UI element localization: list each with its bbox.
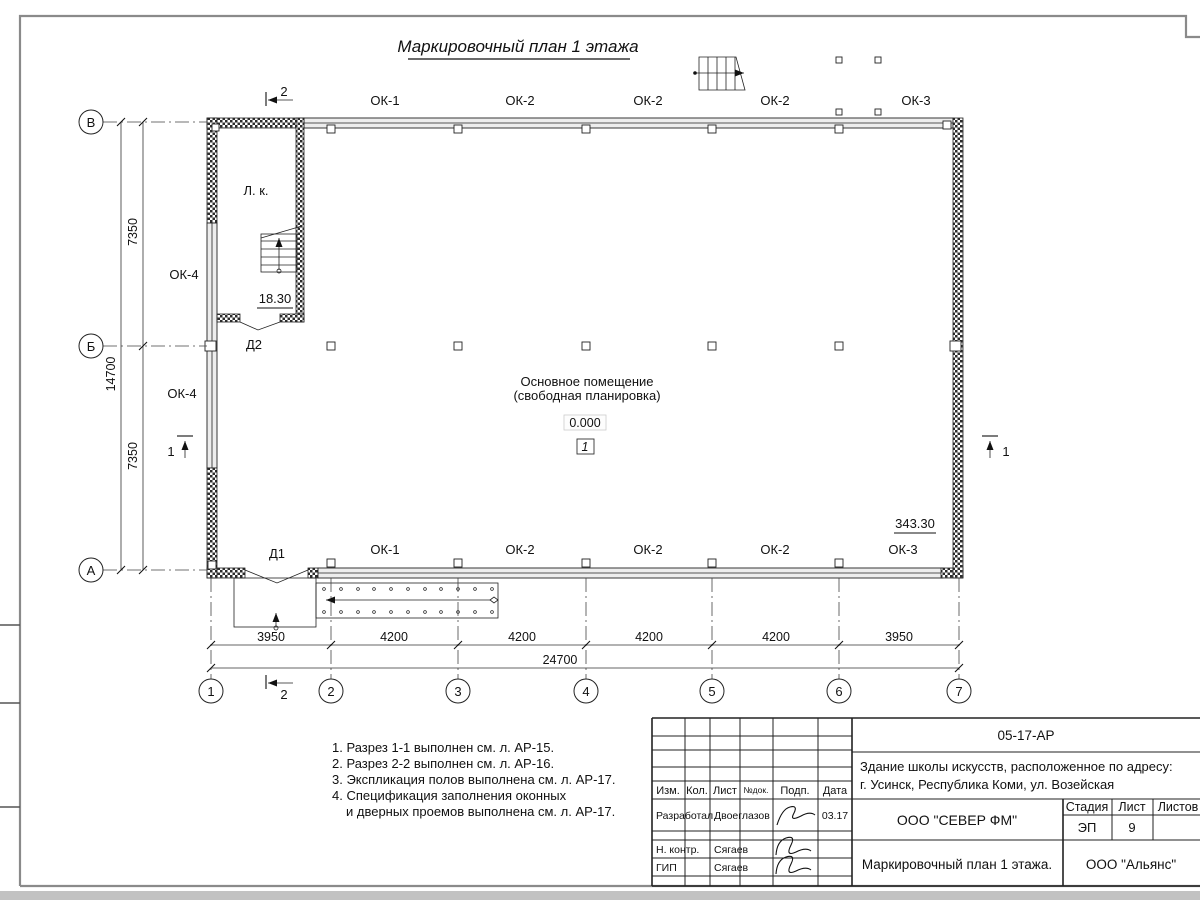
axis-bubble-labels (87, 115, 963, 699)
sheet-header: Лист (1118, 800, 1146, 814)
signature-developed (777, 807, 815, 825)
sheet-value: 9 (1128, 820, 1136, 835)
drawing-title: Маркировочный план 1 этажа. (861, 857, 1053, 872)
col-list: Лист (713, 785, 737, 797)
sheets-header: Листов (1157, 800, 1199, 814)
designer-org: ООО "СЕВЕР ФМ" (896, 812, 1018, 828)
window-label-bottom-4: ОК-2 (760, 542, 790, 557)
title-block (652, 718, 1200, 886)
col-podp: Подп. (780, 785, 810, 797)
stage-header: Стадия (1065, 800, 1109, 814)
col-ndok: №док. (743, 785, 769, 795)
ramp-walkway (316, 583, 498, 618)
name-ncontr: Сягаев (714, 844, 749, 856)
dim-bottom-4: 4200 (635, 630, 663, 644)
axis-col-2: 2 (327, 684, 335, 699)
dim-left-total: 14700 (104, 356, 118, 392)
axis-col-5: 5 (708, 684, 716, 699)
axis-col-1: 1 (207, 684, 215, 699)
role-ncontr: Н. контр. (656, 844, 700, 856)
dim-bottom-6: 3950 (885, 630, 913, 644)
document-number: 05-17-АР (997, 728, 1055, 743)
window-label-top-4: ОК-2 (760, 93, 790, 108)
floor-level: 0.000 (569, 416, 601, 430)
axis-col-4: 4 (582, 684, 590, 699)
window-label-left-2: ОК-4 (167, 386, 197, 401)
dimension-texts (104, 218, 913, 667)
dim-bottom-1: 3950 (257, 630, 285, 644)
window-label-top-3: ОК-2 (633, 93, 663, 108)
door-label-d2: Д2 (245, 337, 263, 352)
canopy-marks (836, 57, 881, 115)
note-5: и дверных проемов выполнена см. л. АР-17. (346, 804, 616, 819)
dim-bottom-5: 4200 (762, 630, 790, 644)
section-1-left-label: 1 (167, 444, 175, 459)
note-1: 1. Разрез 1-1 выполнен см. л. АР-15. (332, 740, 555, 755)
client-org: ООО "Альянс" (1085, 857, 1177, 872)
dim-bottom-2: 4200 (380, 630, 408, 644)
window-label-top-5: ОК-3 (901, 93, 931, 108)
exterior-stair-symbol (693, 57, 745, 90)
section-1-right-label: 1 (1002, 444, 1010, 459)
col-kol: Кол. (686, 785, 708, 797)
window-label-left-1: ОК-4 (169, 267, 199, 282)
axis-col-6: 6 (835, 684, 843, 699)
door-label-d1: Д1 (268, 546, 286, 561)
object-line1: Здание школы искусств, расположенное по адресу: (860, 759, 1173, 774)
plan-title: Маркировочный план 1 этажа (397, 37, 639, 56)
window-label-bottom-2: ОК-2 (505, 542, 535, 557)
window-label-top-2: ОК-2 (505, 93, 535, 108)
door-d1-swing (245, 570, 308, 583)
section-2-bottom-label: 2 (280, 687, 288, 702)
signature-gip (776, 856, 811, 874)
axis-col-3: 3 (454, 684, 462, 699)
axis-row-a: А (86, 563, 96, 578)
axis-row-v: В (86, 115, 96, 130)
room-number: 1 (581, 440, 589, 454)
window-label-bottom-3: ОК-2 (633, 542, 663, 557)
window-label-top-1: ОК-1 (370, 93, 400, 108)
window-label-bottom-5: ОК-3 (888, 542, 918, 557)
stair-elevation: 18.30 (258, 291, 292, 306)
object-line2: г. Усинск, Республика Коми, ул. Возейская (860, 777, 1115, 792)
dim-left-2: 7350 (126, 442, 140, 470)
corner-elevation: 343.30 (895, 516, 935, 531)
columns (205, 121, 961, 569)
date-developed: 03.17 (821, 810, 849, 822)
role-developed: Разработал (656, 810, 714, 822)
stair-room-label: Л. к. (243, 183, 269, 198)
plan-labels (167, 93, 936, 561)
note-3: 3. Экспликация полов выполнена см. л. АР-17. (332, 772, 616, 787)
axis-row-b: Б (86, 339, 96, 354)
dim-left-1: 7350 (126, 218, 140, 246)
window-label-bottom-1: ОК-1 (370, 542, 400, 557)
notes (332, 740, 616, 819)
room-name-line2: (свободная планировка) (513, 388, 661, 403)
name-developed: Двоеглазов (714, 810, 770, 822)
col-izm: Изм. (656, 785, 680, 797)
dim-bottom-3: 4200 (508, 630, 536, 644)
room-name-line1: Основное помещение (520, 374, 654, 389)
note-4: 4. Спецификация заполнения оконных (332, 788, 567, 803)
section-2-top-label: 2 (280, 84, 288, 99)
axis-col-7: 7 (955, 684, 963, 699)
col-data: Дата (822, 785, 848, 797)
door-d2-swing (240, 322, 280, 330)
name-gip: Сягаев (714, 862, 749, 874)
entrance-porch (234, 578, 316, 630)
stage-value: ЭП (1077, 820, 1097, 835)
scan-edge-band (0, 891, 1200, 900)
role-gip: ГИП (656, 862, 677, 874)
walls (207, 118, 963, 583)
note-2: 2. Разрез 2-2 выполнен см. л. АР-16. (332, 756, 555, 771)
dim-bottom-total: 24700 (542, 653, 578, 667)
